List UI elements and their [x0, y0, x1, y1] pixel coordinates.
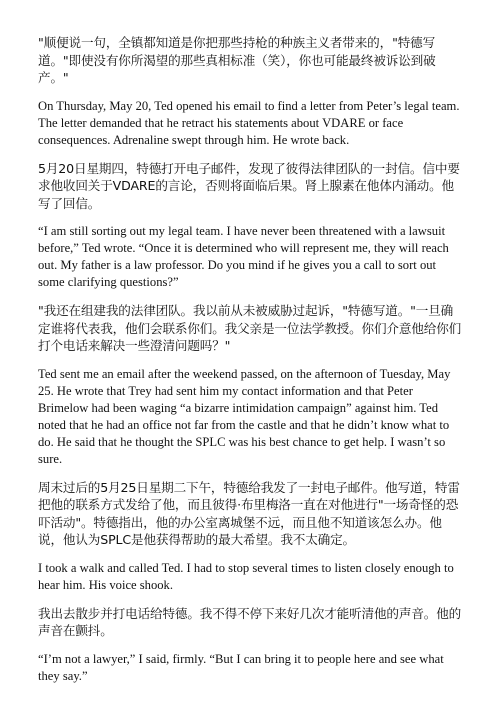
- document-page: [38, 34, 462, 696]
- paragraph-zh-2: 5月20日星期四，特德打开电子邮件，发现了彼得法律团队的一封信。信中要求他收回关于VDARE的言论，否则将面临后果。肾上腺素在他体内涌动。他写了回信。: [38, 160, 460, 211]
- paragraph-en-3: Ted sent me an email after the weekend passed, on the afternoon of Tuesday, May 25. He wrote that Trey had sent him my contact information and that Peter Brimelow had been waging “a bizarre intimidation campaign” against him. Ted noted that he had an office not far from the castle and that he didn’t know what to do. He said that he thought the SPLC was his best chance to get help. I wasn’t so sure.: [38, 366, 451, 466]
- paragraph-zh-1: "顺便说一句，全镇都知道是你把那些持枪的种族主义者带来的，"特德写道。"即使没有你所渴望的那些真相标准（笑），你也可能最终被诉讼到破产。": [38, 35, 436, 85]
- paragraph-en-1: On Thursday, May 20, Ted opened his email to find a letter from Peter’s legal team. The letter demanded that he retract his statements about VDARE or face consequences. Adrenaline swept through him. He wrote back.: [38, 98, 460, 147]
- paragraph-zh-3: "我还在组建我的法律团队。我以前从未被威胁过起诉，"特德写道。"一旦确定谁将代表我，他们会联系你们。我父亲是一位法学教授。你们介意他给你们打个电话来解决一些澄清问题吗？": [38, 303, 462, 353]
- paragraph-en-5: “I’m not a lawyer,” I said, firmly. “But I can bring it to people here and see what they say.”: [38, 651, 444, 683]
- paragraph-zh-5: 我出去散步并打电话给特德。我不得不停下来好几次才能听清他的声音。他的声音在颤抖。: [38, 605, 462, 638]
- paragraph-en-4: I took a walk and called Ted. I had to stop several times to listen closely enough to hear him. His voice shook.: [38, 560, 454, 592]
- paragraph-zh-4: 周末过后的5月25日星期二下午，特德给我发了一封电子邮件。他写道，特雷把他的联系方式发给了他，而且彼得·布里梅洛一直在对他进行"一场奇怪的恐吓活动"。特德指出，他的办公室离城堡不远，而且他不知道该怎么办。他说，他认为SPLC是他获得帮助的最大希望。我不太确定。: [38, 479, 460, 547]
- paragraph-en-2: “I am still sorting out my legal team. I have never been threatened with a lawsuit before,” Ted wrote. “Once it is determined who will represent me, they will reach out. My father is a law professor. Do you mind if he gives you a call to sort out some clarifying questions?”: [38, 224, 449, 289]
